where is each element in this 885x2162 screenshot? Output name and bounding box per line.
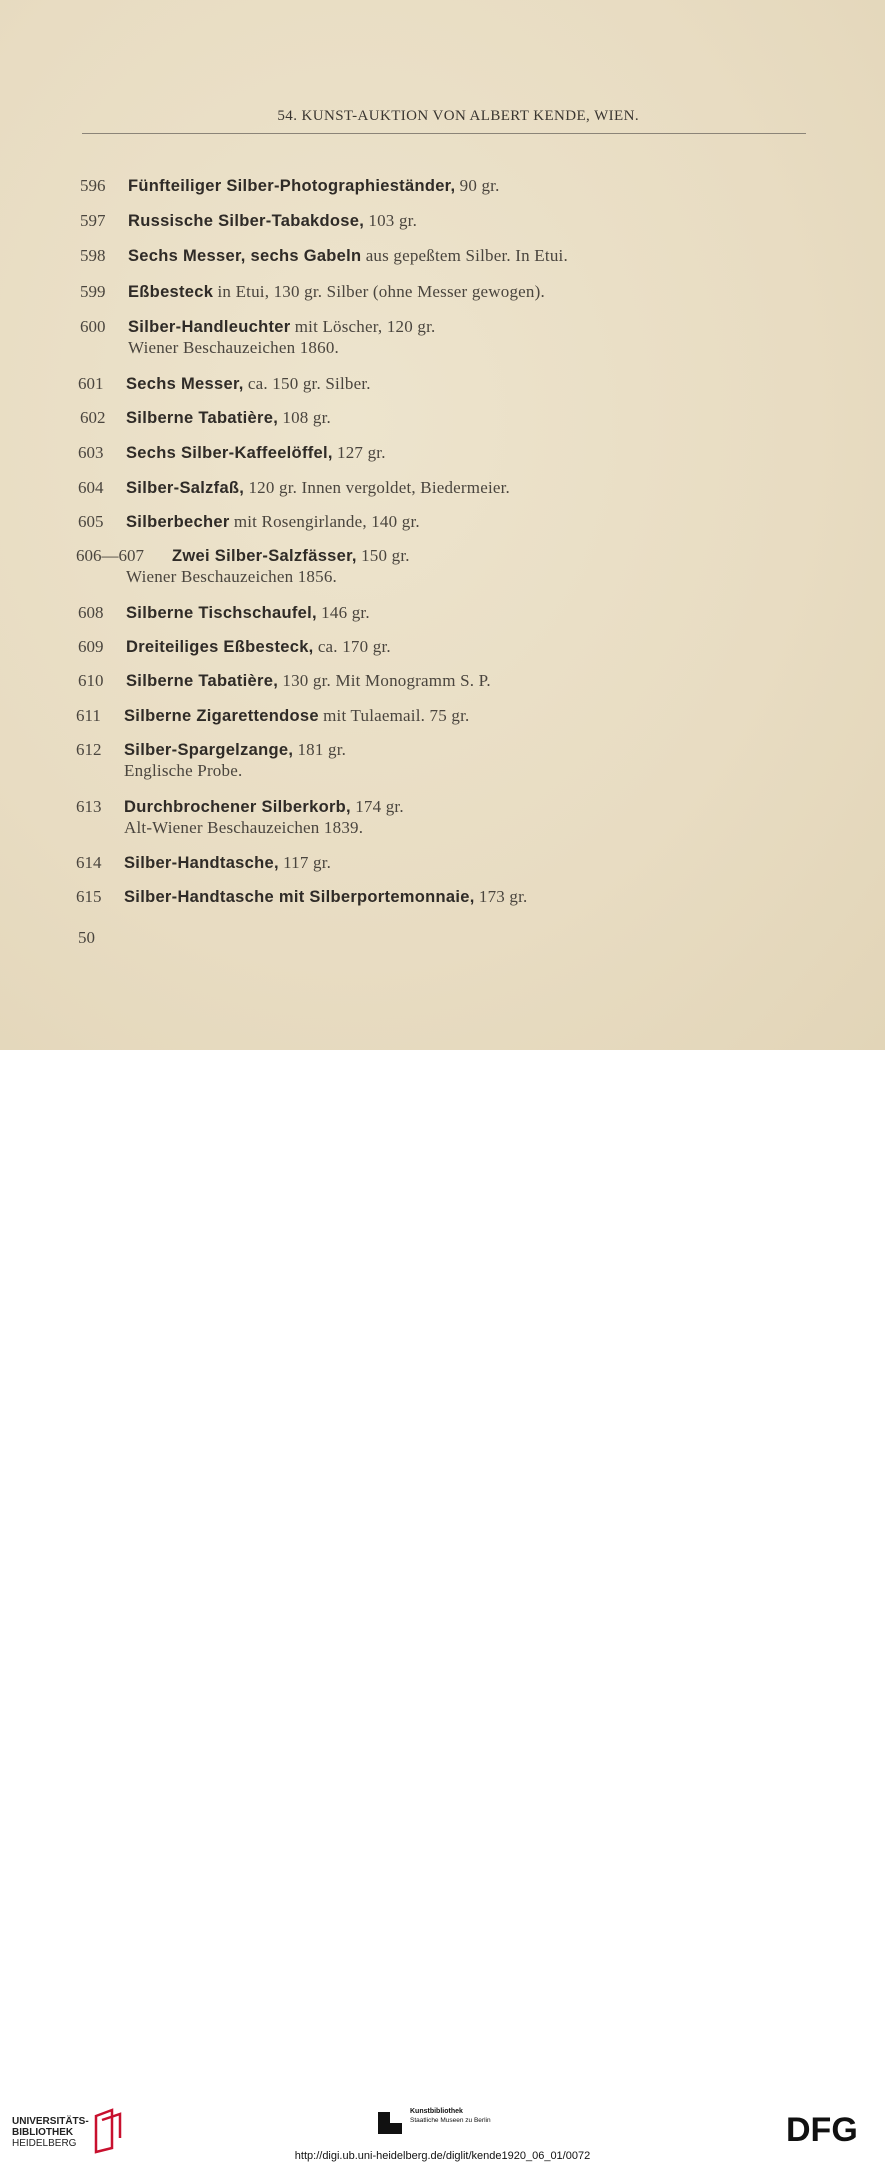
lot-number: 610 — [78, 671, 104, 690]
lot-title: Sechs Silber-Kaffeelöffel, — [126, 444, 333, 462]
lot-description: 150 gr. — [361, 546, 410, 565]
lot-description: 103 gr. — [368, 211, 418, 230]
lot-entry — [80, 282, 545, 302]
lot-description: 146 gr. — [321, 603, 370, 622]
lot-entry — [78, 637, 391, 657]
lot-description: ca. 170 gr. — [317, 637, 391, 656]
permalink-url[interactable]: http://digi.ub.uni-heidelberg.de/diglit/kende1920_06_01/0072 — [294, 2150, 591, 2162]
lot-description: 120 gr. Innen vergoldet, Biedermeier. — [248, 478, 510, 497]
lot-title: Silber-Spargelzange, — [124, 741, 294, 759]
uni-logo-line: HEIDELBERG — [12, 2138, 77, 2149]
lot-description: 181 gr. — [297, 740, 347, 759]
running-head: 54. KUNST-AUKTION VON ALBERT KENDE, WIEN. — [277, 108, 639, 124]
lot-title: Durchbrochener Silberkorb, — [124, 798, 351, 816]
lot-title: Silberne Tischschaufel, — [126, 604, 317, 622]
digitization-footer — [0, 1050, 885, 2162]
lot-number: 603 — [78, 443, 104, 462]
university-library-logo[interactable] — [12, 2116, 89, 2149]
lot-entry — [80, 211, 417, 231]
kb-subtitle: Staatliche Museen zu Berlin — [410, 2117, 491, 2124]
lot-entry — [76, 797, 404, 838]
lot-entry — [76, 853, 331, 873]
lot-entry — [76, 546, 410, 587]
lot-subline: Alt-Wiener Beschauzeichen 1839. — [124, 818, 364, 837]
lot-subline: Wiener Beschauzeichen 1860. — [128, 338, 339, 357]
lot-number: 613 — [76, 797, 102, 816]
lot-title: Sechs Messer, — [126, 375, 244, 393]
lot-title: Silber-Handtasche, — [124, 854, 279, 872]
lot-title: Silberne Tabatière, — [126, 409, 279, 427]
lot-entry — [76, 740, 346, 781]
lot-entry — [78, 603, 370, 623]
university-emblem-icon — [92, 2108, 124, 2154]
dfg-logo[interactable] — [786, 2111, 872, 2145]
lot-number: 605 — [78, 512, 104, 531]
lot-number: 611 — [76, 706, 101, 725]
lot-description: 127 gr. — [337, 443, 386, 462]
lot-description: 174 gr. — [355, 797, 404, 816]
lot-description: 90 gr. — [459, 176, 500, 195]
lot-description: mit Löscher, 120 gr. — [294, 317, 436, 336]
lot-entry — [80, 408, 331, 428]
lot-title: Zwei Silber-Salzfässer, — [172, 547, 357, 565]
lot-title: Silberne Tabatière, — [126, 672, 279, 690]
lot-description: 108 gr. — [282, 408, 331, 427]
lot-number: 609 — [78, 637, 104, 656]
lot-entry — [76, 887, 528, 907]
lot-entry — [78, 443, 386, 463]
lot-title: Sechs Messer, sechs Gabeln — [128, 247, 362, 265]
lot-description: 173 gr. — [478, 887, 528, 906]
uni-logo-line: BIBLIOTHEK — [12, 2127, 74, 2138]
lot-description: in Etui, 130 gr. Silber (ohne Messer gewogen). — [217, 282, 545, 301]
lot-title: Russische Silber-Tabakdose, — [128, 212, 365, 230]
lot-number: 604 — [78, 478, 104, 497]
lot-description: mit Rosengirlande, 140 gr. — [233, 512, 420, 531]
lot-entry — [78, 512, 420, 532]
lot-number: 612 — [76, 740, 102, 759]
header-rule — [82, 133, 806, 134]
lot-entry — [78, 671, 491, 691]
lot-entry — [76, 706, 469, 726]
uni-logo-line: UNIVERSITÄTS- — [12, 2116, 89, 2127]
lot-number: 596 — [80, 176, 106, 195]
page-number: 50 — [78, 928, 95, 947]
lot-entry — [80, 246, 568, 266]
kb-title: Kunstbibliothek — [410, 2108, 463, 2115]
lot-entry — [80, 176, 500, 196]
lot-title: Silberne Zigarettendose — [124, 707, 319, 725]
lot-title: Dreiteiliges Eßbesteck, — [126, 638, 314, 656]
lot-number: 597 — [80, 211, 106, 230]
kunstbibliothek-label[interactable] — [378, 2107, 491, 2125]
lot-description: mit Tulaemail. 75 gr. — [323, 706, 470, 725]
scanned-page — [0, 0, 885, 1050]
lot-subline: Englische Probe. — [124, 761, 243, 780]
dfg-logo-text: DFG — [786, 2111, 858, 2145]
lot-entry — [80, 317, 435, 358]
lot-description: 117 gr. — [283, 853, 332, 872]
lot-title: Eßbesteck — [128, 283, 214, 301]
lot-description: ca. 150 gr. Silber. — [247, 374, 371, 393]
lot-number: 600 — [80, 317, 106, 336]
lot-title: Silber-Handleuchter — [128, 318, 291, 336]
lot-description: aus gepeßtem Silber. In Etui. — [365, 246, 568, 265]
lot-number: 608 — [78, 603, 104, 622]
lot-description: 130 gr. Mit Monogramm S. P. — [282, 671, 491, 690]
lot-entry — [78, 374, 371, 394]
lot-title: Fünfteiliger Silber-Photographieständer, — [128, 177, 456, 195]
lot-title: Silberbecher — [126, 513, 230, 531]
lot-entry — [78, 478, 510, 498]
lot-number: 599 — [80, 282, 106, 301]
lot-number: 601 — [78, 374, 104, 393]
lot-number: 614 — [76, 853, 102, 872]
lot-number: 602 — [80, 408, 106, 427]
lot-title: Silber-Handtasche mit Silberportemonnaie, — [124, 888, 475, 906]
lot-subline: Wiener Beschauzeichen 1856. — [126, 567, 337, 586]
lot-title: Silber-Salzfaß, — [126, 479, 245, 497]
lot-number: 615 — [76, 887, 102, 906]
lot-number: 598 — [80, 246, 106, 265]
lot-number: 606—607 — [76, 546, 144, 565]
